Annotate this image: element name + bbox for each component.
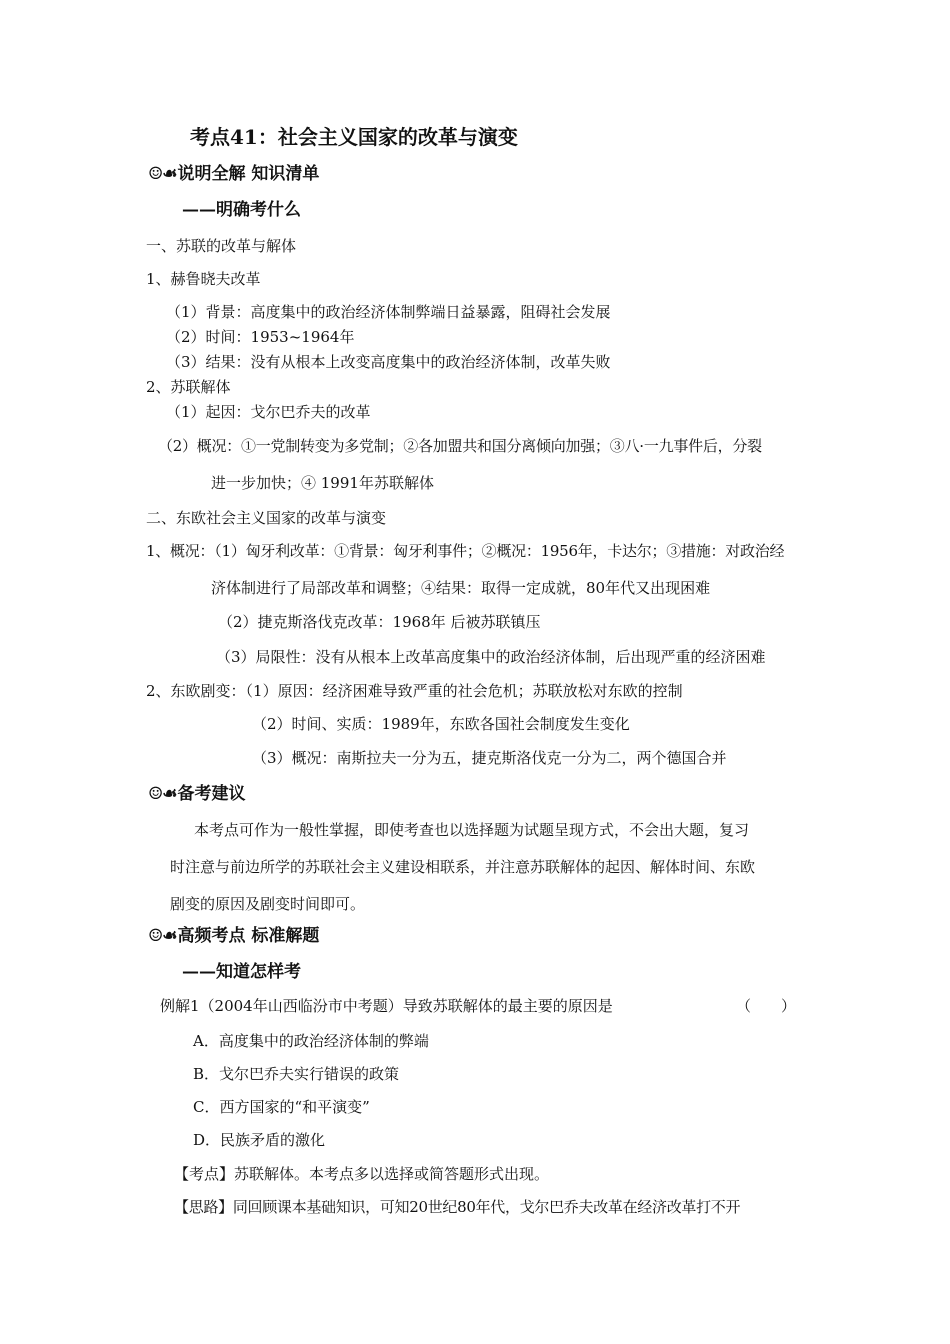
answer-blank: （ ）	[736, 997, 797, 1015]
option-c: C．西方国家的“和平演变”	[193, 1098, 370, 1116]
text-line: （2）时间、实质：1989年，东欧各国社会制度发生变化	[252, 715, 630, 733]
subheading-what: ——明确考什么	[182, 200, 301, 220]
question-text: 例解1（2004年山西临汾市中考题）导致苏联解体的最主要的原因是	[160, 997, 613, 1015]
text-line: （2）时间：1953~1964年	[166, 328, 355, 346]
text-line: （3）概况：南斯拉夫一分为五，捷克斯洛伐克一分为二，两个德国合并	[252, 749, 727, 767]
silu-line	[174, 1197, 740, 1217]
text-line: 1、概况：（1）匈牙利改革：①背景：匈牙利事件；②概况：1956年，卡达尔；③措施：对政治经	[146, 542, 785, 560]
silu-label: 【思路】	[174, 1198, 233, 1216]
text-line: 剧变的原因及剧变时间即可。	[170, 895, 366, 913]
section-heading-exam	[148, 925, 319, 947]
option-b: B．戈尔巴乔夫实行错误的政策	[193, 1065, 400, 1083]
heading-text: 高频考点 标准解题	[177, 926, 320, 946]
text-line: （2）概况：①一党制转变为多党制；②各加盟共和国分离倾向加强；③八·一九事件后，分裂	[158, 437, 762, 455]
text-line: 1、赫鲁晓夫改革	[146, 270, 261, 288]
text-line: 济体制进行了局部改革和调整；④结果：取得一定成就，80年代又出现困难	[211, 579, 711, 597]
text-line: 2、苏联解体	[146, 378, 231, 396]
heading-text: 说明全解 知识清单	[177, 164, 320, 184]
text-line: （3）局限性：没有从根本上改革高度集中的政治经济体制，后出现严重的经济困难	[216, 648, 766, 666]
section-heading-advice	[148, 783, 245, 805]
text-line: （3）结果：没有从根本上改变高度集中的政治经济体制，改革失败	[166, 353, 611, 371]
text-line: （1）背景：高度集中的政治经济体制弊端日益暴露，阻碍社会发展	[166, 303, 611, 321]
heading-text: 备考建议	[177, 784, 246, 804]
text-line: （2）捷克斯洛伐克改革：1968年 后被苏联镇压	[218, 613, 541, 631]
smiley-icon: ☺☙	[148, 164, 177, 184]
kaodian-label: 【考点】	[174, 1165, 235, 1183]
text-line: 2、东欧剧变：（1）原因：经济困难导致严重的社会危机；苏联放松对东欧的控制	[146, 682, 683, 700]
text-line: 本考点可作为一般性掌握，即使考查也以选择题为试题呈现方式，不会出大题，复习	[194, 821, 750, 839]
text-line: 进一步加快；④ 1991年苏联解体	[211, 474, 434, 492]
text-line: 一、苏联的改革与解体	[146, 237, 297, 255]
text-line: 二、东欧社会主义国家的改革与演变	[146, 509, 387, 527]
option-d: D．民族矛盾的激化	[193, 1131, 326, 1149]
section-heading-knowledge	[148, 163, 319, 185]
text-line: （1）起因：戈尔巴乔夫的改革	[166, 403, 371, 421]
smiley-icon: ☺☙	[148, 784, 177, 804]
subheading-how: ——知道怎样考	[182, 962, 301, 982]
smiley-icon: ☺☙	[148, 926, 177, 946]
option-a: A．高度集中的政治经济体制的弊端	[193, 1032, 429, 1050]
kaodian-line	[174, 1164, 549, 1184]
silu-text: 同回顾课本基础知识，可知20世纪80年代，戈尔巴乔夫改革在经济改革打不开	[232, 1198, 741, 1216]
kaodian-text: 苏联解体。本考点多以选择或简答题形式出现。	[234, 1165, 550, 1183]
text-line: 时注意与前边所学的苏联社会主义建设相联系，并注意苏联解体的起因、解体时间、东欧	[170, 858, 756, 876]
page-title: 考点41：社会主义国家的改革与演变	[190, 125, 518, 149]
